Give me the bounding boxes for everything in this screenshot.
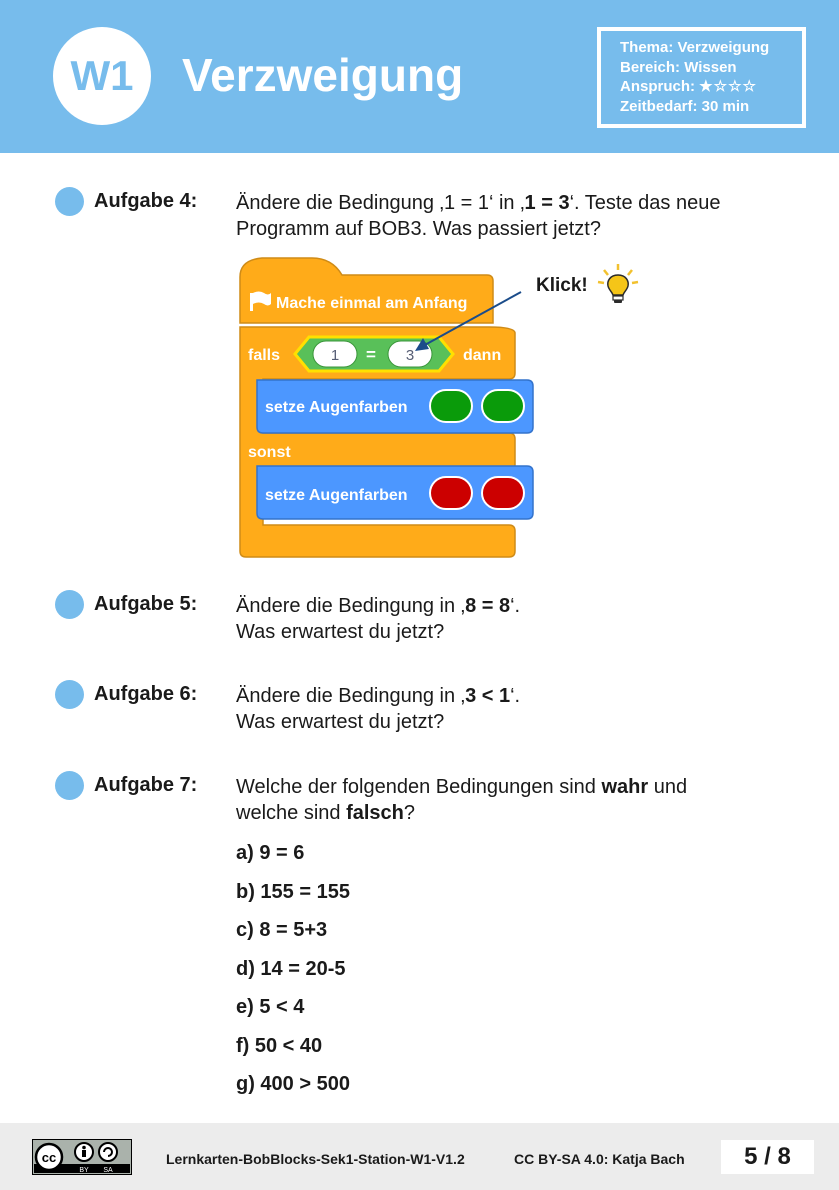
task-text-part: ? xyxy=(403,802,415,824)
meta-anspruch xyxy=(620,77,802,97)
task-text-bold: wahr xyxy=(601,776,649,798)
task-text-part: Ändere die Bedingung ‚1 = 1‘ in ‚ xyxy=(236,192,525,214)
task-text-bold: falsch xyxy=(346,802,404,824)
task-label: Aufgabe 4: xyxy=(94,190,198,212)
bullet-dot-icon xyxy=(55,771,84,800)
task-text xyxy=(236,683,796,735)
cc-by-sa-icon xyxy=(32,1139,132,1175)
set-block-label-2: setze Augenfarben xyxy=(265,487,408,504)
code-blocks-illustration xyxy=(237,255,537,565)
page-number: 5 / 8 xyxy=(721,1140,814,1174)
task-text-part: und xyxy=(648,776,688,798)
anspruch-label: Anspruch: xyxy=(620,78,695,95)
task-text-part: welche sind xyxy=(236,802,347,824)
bullet-dot-icon xyxy=(55,187,84,216)
task-text xyxy=(236,774,796,826)
license-text: CC BY-SA 4.0: Katja Bach xyxy=(514,1151,685,1167)
list-item: f) 50 < 40 xyxy=(236,1034,323,1057)
station-badge: W1 xyxy=(53,27,151,125)
task-text xyxy=(236,593,796,645)
task-text-bold: 3 < 1 xyxy=(465,685,511,707)
meta-info-box xyxy=(597,27,806,128)
task-text-line2: Was erwartest du jetzt? xyxy=(236,621,445,643)
task-text-bold: 8 = 8 xyxy=(465,595,511,617)
task-text-part: Ändere die Bedingung in ‚ xyxy=(236,685,466,707)
card-id: Lernkarten-BobBlocks-Sek1-Station-W1-V1.2 xyxy=(166,1151,465,1167)
list-item: d) 14 = 20-5 xyxy=(236,957,346,980)
bullet-dot-icon xyxy=(55,590,84,619)
task-label: Aufgabe 5: xyxy=(94,593,198,615)
left-value: 1 xyxy=(330,347,340,364)
then-label: dann xyxy=(463,347,502,364)
star-rating-icon: ★☆☆☆ xyxy=(699,78,757,95)
list-item: b) 155 = 155 xyxy=(236,880,350,903)
right-value: 3 xyxy=(405,347,415,364)
task-text-part: Ändere die Bedingung in ‚ xyxy=(236,595,466,617)
list-item: a) 9 = 6 xyxy=(236,842,305,864)
hat-block xyxy=(240,258,493,323)
task-text-part: ‘. Teste das neue xyxy=(569,192,721,214)
task-text-part: ‘. xyxy=(510,595,521,617)
cc-sa-label: SA xyxy=(103,1167,113,1174)
set-block-label-1: setze Augenfarben xyxy=(265,399,408,416)
list-item: c) 8 = 5+3 xyxy=(236,919,328,941)
lightbulb-icon xyxy=(595,262,641,308)
list-item: e) 5 < 4 xyxy=(236,996,305,1018)
task-text-line2: Was erwartest du jetzt? xyxy=(236,711,445,733)
task-text xyxy=(236,190,796,242)
task-label: Aufgabe 7: xyxy=(94,774,198,796)
header-banner xyxy=(0,0,839,153)
hat-block-label: Mache einmal am Anfang xyxy=(276,295,468,312)
cc-by-label: BY xyxy=(79,1167,89,1174)
color-swatch-red-2 xyxy=(482,477,524,509)
else-label: sonst xyxy=(248,444,291,461)
task-text-part: Welche der folgenden Bedingungen sind xyxy=(236,776,602,798)
operator-symbol: = xyxy=(366,345,376,364)
task-text-part: ‘. xyxy=(510,685,521,707)
meta-thema: Thema: Verzweigung xyxy=(620,39,770,56)
footer xyxy=(0,1123,839,1190)
task-label: Aufgabe 6: xyxy=(94,683,198,705)
meta-zeitbedarf: Zeitbedarf: 30 min xyxy=(620,97,750,115)
bullet-dot-icon xyxy=(55,680,84,709)
click-hint: Klick! xyxy=(536,275,588,296)
if-label: falls xyxy=(248,347,281,364)
page-title: Verzweigung xyxy=(182,49,464,101)
svg-text:cc: cc xyxy=(41,1150,57,1165)
color-swatch-green-2 xyxy=(482,390,524,422)
answer-list xyxy=(236,840,350,1110)
color-swatch-red-1 xyxy=(430,477,472,509)
list-item: g) 400 > 500 xyxy=(236,1073,350,1095)
meta-bereich: Bereich: Wissen xyxy=(620,58,737,76)
task-text-line2: Programm auf BOB3. Was passiert jetzt? xyxy=(236,218,601,240)
color-swatch-green-1 xyxy=(430,390,472,422)
task-text-bold: 1 = 3 xyxy=(524,192,570,214)
